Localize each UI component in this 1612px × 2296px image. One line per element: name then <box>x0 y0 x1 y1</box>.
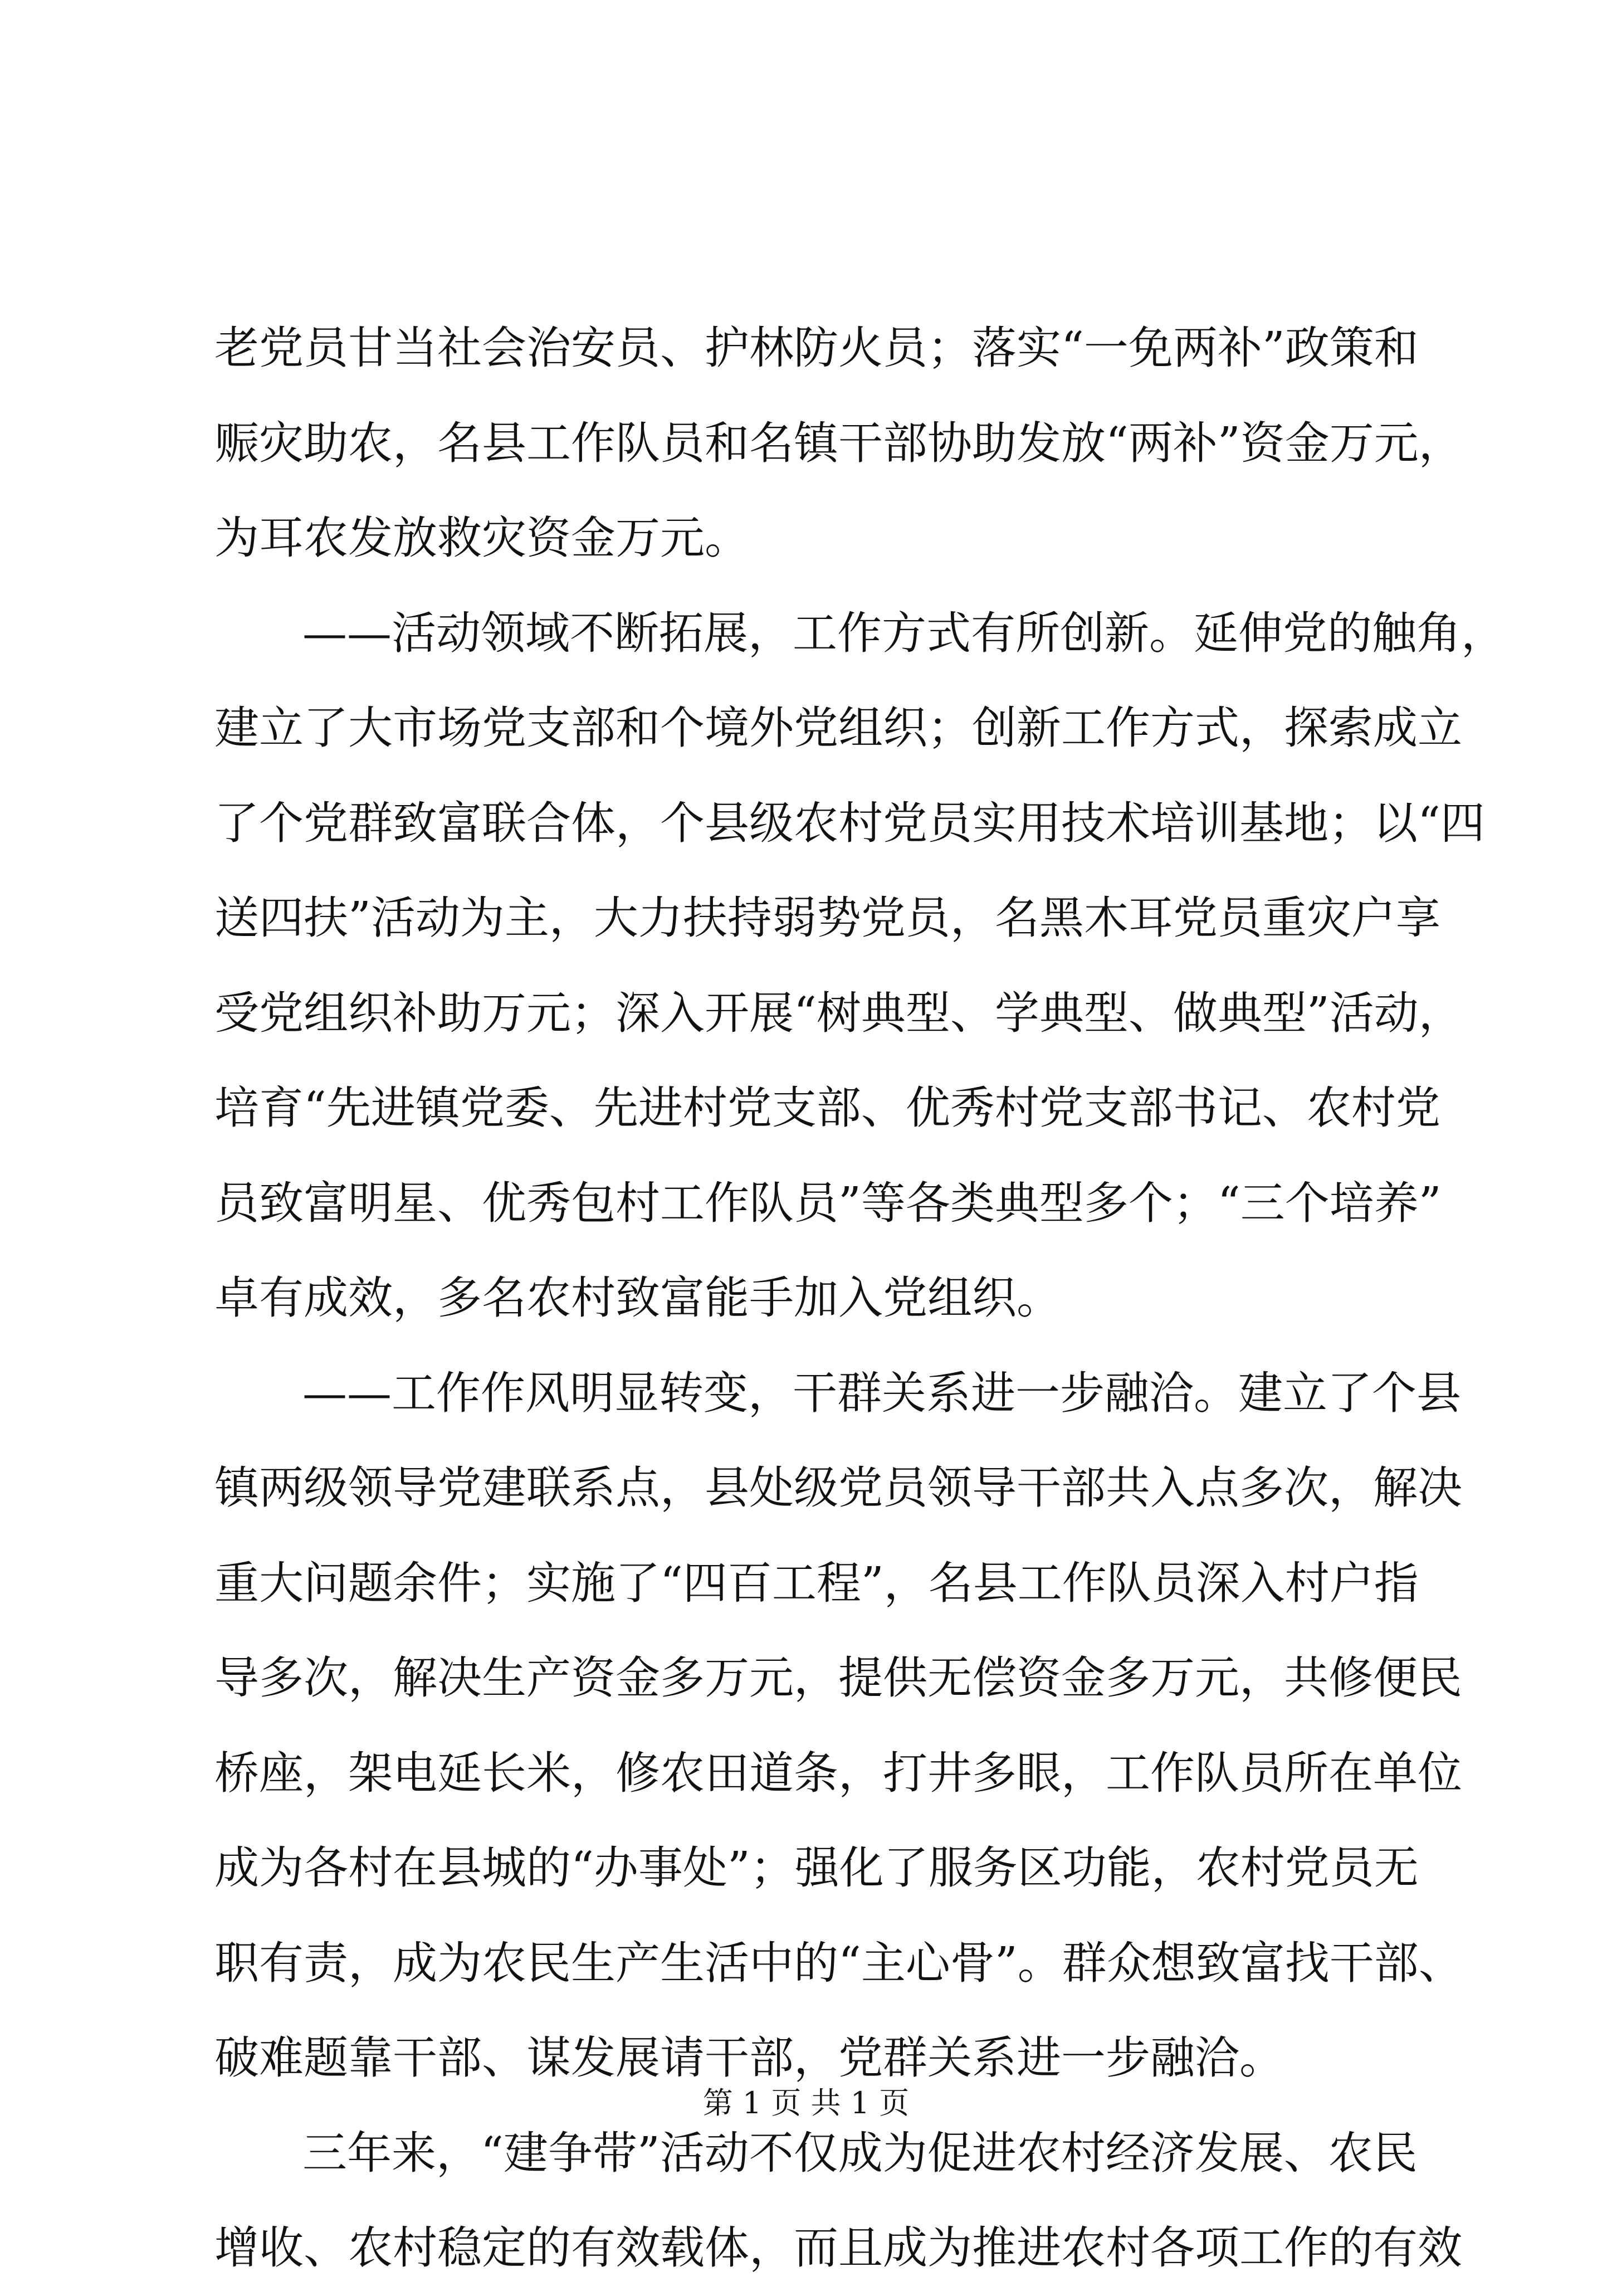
text-line: 增收、农村稳定的有效载体，而且成为推进农村各项工作的有效 <box>214 2222 1462 2274</box>
page-number-footer: 第 1 页 共 1 页 <box>702 2085 910 2120</box>
text-line: 镇两级领导党建联系点，县处级党员领导干部共入点多次，解决 <box>214 1462 1462 1514</box>
text-line: 培育“先进镇党委、先进村党支部、优秀村党支部书记、农村党 <box>214 1082 1440 1134</box>
body-text <box>214 301 1506 2296</box>
text-line: ——活动领域不断拓展，工作方式有所创新。延伸党的触角， <box>302 607 1506 659</box>
text-line: 职有责，成为农民生产生活中的“主心骨”。群众想致富找干部、 <box>214 1937 1463 1989</box>
text-line: 三年来，“建争带”活动不仅成为促进农村经济发展、农民 <box>302 2127 1418 2179</box>
text-line: 了个党群致富联合体，个县级农村党员实用技术培训基地；以“四 <box>214 797 1485 849</box>
text-line: ——工作作风明显转变，干群关系进一步融洽。建立了个县 <box>302 1367 1461 1419</box>
text-line: 为耳农发放救灾资金万元。 <box>214 512 749 564</box>
text-line: 员致富明星、优秀包村工作队员”等各类典型多个；“三个培养” <box>214 1177 1442 1229</box>
text-line: 破难题靠干部、谋发展请干部，党群关系进一步融洽。 <box>214 2032 1284 2084</box>
text-line: 建立了大市场党支部和个境外党组织；创新工作方式，探索成立 <box>214 702 1462 754</box>
text-line: 卓有成效，多名农村致富能手加入党组织。 <box>214 1272 1061 1324</box>
text-line: 桥座，架电延长米，修农田道条，打井多眼，工作队员所在单位 <box>214 1747 1462 1799</box>
text-line: 重大问题余件；实施了“四百工程”，名县工作队员深入村户指 <box>214 1557 1419 1609</box>
text-line: 导多次，解决生产资金多万元，提供无偿资金多万元，共修便民 <box>214 1652 1462 1704</box>
text-line: 成为各村在县城的“办事处”；强化了服务区功能，农村党员无 <box>214 1842 1419 1894</box>
text-line: 老党员甘当社会治安员、护林防火员；落实“一免两补”政策和 <box>214 322 1419 374</box>
text-line: 赈灾助农，名县工作队员和名镇干部协助发放“两补”资金万元， <box>214 417 1463 469</box>
text-line: 受党组织补助万元；深入开展“树典型、学典型、做典型”活动， <box>214 987 1463 1039</box>
text-line: 送四扶”活动为主，大力扶持弱势党员，名黑木耳党员重灾户享 <box>214 892 1440 944</box>
